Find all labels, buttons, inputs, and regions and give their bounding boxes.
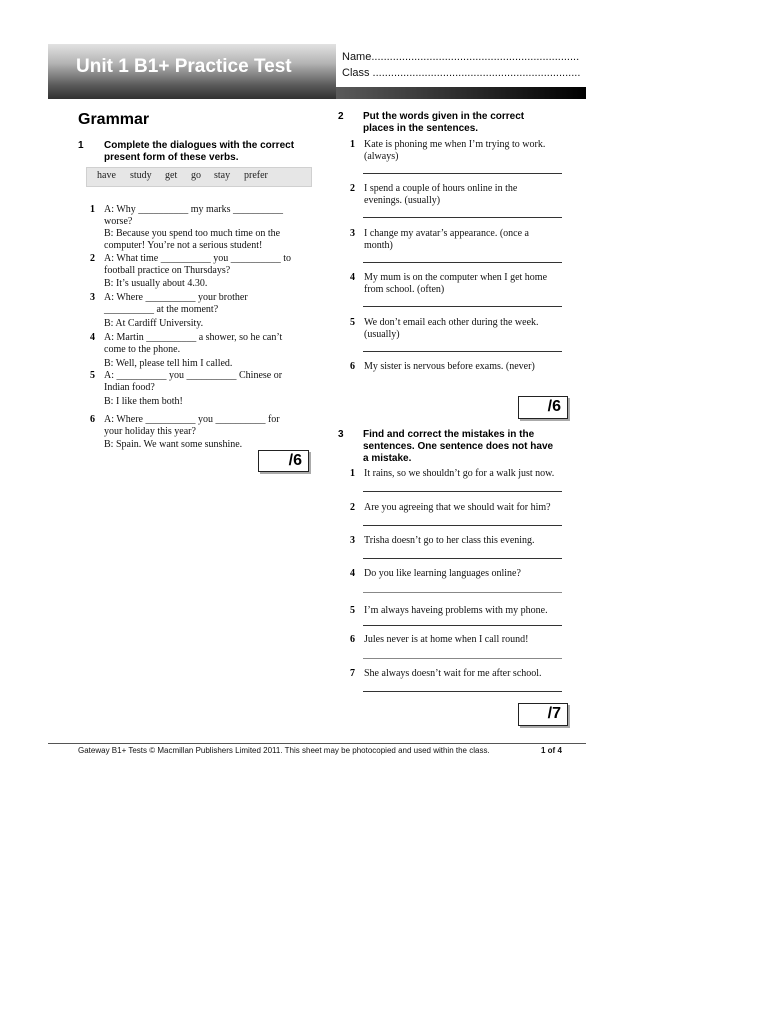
word-stay: stay (214, 170, 231, 181)
answer-line[interactable] (363, 306, 562, 307)
s3-item-number: 5 (350, 605, 355, 616)
s2-item-5: We don’t email each other during the week. (usually) (364, 317, 539, 340)
word-get: get (165, 170, 178, 181)
section2-number: 2 (338, 111, 344, 122)
answer-line[interactable] (363, 491, 562, 492)
word-study: study (130, 170, 152, 181)
answer-line[interactable] (363, 173, 562, 174)
s2-item-4: My mum is on the computer when I get home from school. (often) (364, 272, 548, 295)
s2-item-3: I change my avatar’s appearance. (once a month) (364, 228, 529, 251)
answer-line[interactable] (363, 351, 562, 352)
s2-item-6: My sister is nervous before exams. (never) (364, 361, 535, 372)
s3-item-number: 6 (350, 634, 355, 645)
word-go: go (191, 170, 201, 181)
s3-item-number: 7 (350, 668, 355, 679)
s2-item-1: Kate is phoning me when I’m trying to work. (always) (364, 139, 546, 162)
s3-item-2: Are you agreeing that we should wait for him? (364, 502, 551, 513)
s1-item-5: A: __________ you __________ Chinese or Indian food? B: I like them both! (104, 370, 283, 407)
s2-item-2: I spend a couple of hours online in the evenings. (usually) (364, 183, 518, 206)
word-have: have (97, 170, 116, 181)
section2-instruction: Put the words given in the correct places in the sentences. (363, 111, 525, 134)
grammar-heading: Grammar (78, 111, 150, 128)
page-number: 1 of 4 (541, 746, 562, 755)
section3-instruction: Find and correct the mistakes in the sentences. One sentence does not have a mistake. (363, 429, 554, 464)
s1-item-6: A: Where __________ you __________ for your holiday this year? B: Spain. We want some sunshine. (104, 414, 280, 450)
section1-instruction: Complete the dialogues with the correct present form of these verbs. (104, 140, 295, 163)
answer-line[interactable] (363, 525, 562, 526)
s2-item-number: 5 (350, 317, 355, 328)
s3-item-number: 3 (350, 535, 355, 546)
s1-item-4: A: Martin __________ a shower, so he can’t come to the phone. B: Well, please tell him I called. (104, 332, 283, 369)
class-field: Class .................................................................... (342, 67, 581, 79)
s1-item-number: 6 (90, 414, 95, 425)
s3-item-6: Jules never is at home when I call round! (364, 634, 529, 645)
s2-item-number: 4 (350, 272, 355, 283)
s1-item-1: A: Why __________ my marks __________ worse? B: Because you spend too much time on the computer! You’re not a serious student! (104, 204, 283, 251)
s2-item-number: 3 (350, 228, 355, 239)
s1-item-number: 2 (90, 253, 95, 264)
answer-line[interactable] (363, 558, 562, 559)
s1-item-2: A: What time __________ you __________ to football practice on Thursdays? B: It’s usually about 4.30. (104, 253, 292, 289)
answer-line[interactable] (363, 592, 562, 593)
s3-item-5: I’m always haveing problems with my phone. (364, 605, 548, 616)
s1-item-number: 1 (90, 204, 95, 215)
s3-item-7: She always doesn’t wait for me after school. (364, 668, 542, 679)
answer-line[interactable] (363, 262, 562, 263)
s2-item-number: 2 (350, 183, 355, 194)
s3-item-number: 2 (350, 502, 355, 513)
page-title: Unit 1 B1+ Practice Test (76, 56, 292, 77)
s3-item-3: Trisha doesn’t go to her class this evening. (364, 535, 535, 546)
s1-item-number: 5 (90, 370, 95, 381)
s3-item-number: 1 (350, 468, 355, 479)
footer-copyright: Gateway B1+ Tests © Macmillan Publishers Limited 2011. This sheet may be photocopied and used within the class. (78, 746, 490, 755)
answer-line[interactable] (363, 625, 562, 626)
word-prefer: prefer (244, 170, 268, 181)
s1-item-number: 4 (90, 332, 95, 343)
section1-score-box: /6 (258, 450, 309, 472)
header-bar (336, 87, 586, 99)
s1-item-3: A: Where __________ your brother __________ at the moment? B: At Cardiff University. (104, 292, 248, 329)
answer-line[interactable] (363, 217, 562, 218)
s2-item-number: 1 (350, 139, 355, 150)
section2-score-box: /6 (518, 396, 568, 419)
answer-line[interactable] (363, 658, 562, 659)
s3-item-4: Do you like learning languages online? (364, 568, 521, 579)
name-field: Name.................................................................... (342, 51, 580, 63)
s2-item-number: 6 (350, 361, 355, 372)
footer-rule (48, 743, 586, 744)
section3-score-box: /7 (518, 703, 568, 726)
section3-number: 3 (338, 429, 344, 440)
s3-item-1: It rains, so we shouldn’t go for a walk just now. (364, 468, 555, 479)
s3-item-number: 4 (350, 568, 355, 579)
s1-item-number: 3 (90, 292, 95, 303)
section1-number: 1 (78, 140, 84, 151)
answer-line[interactable] (363, 691, 562, 692)
